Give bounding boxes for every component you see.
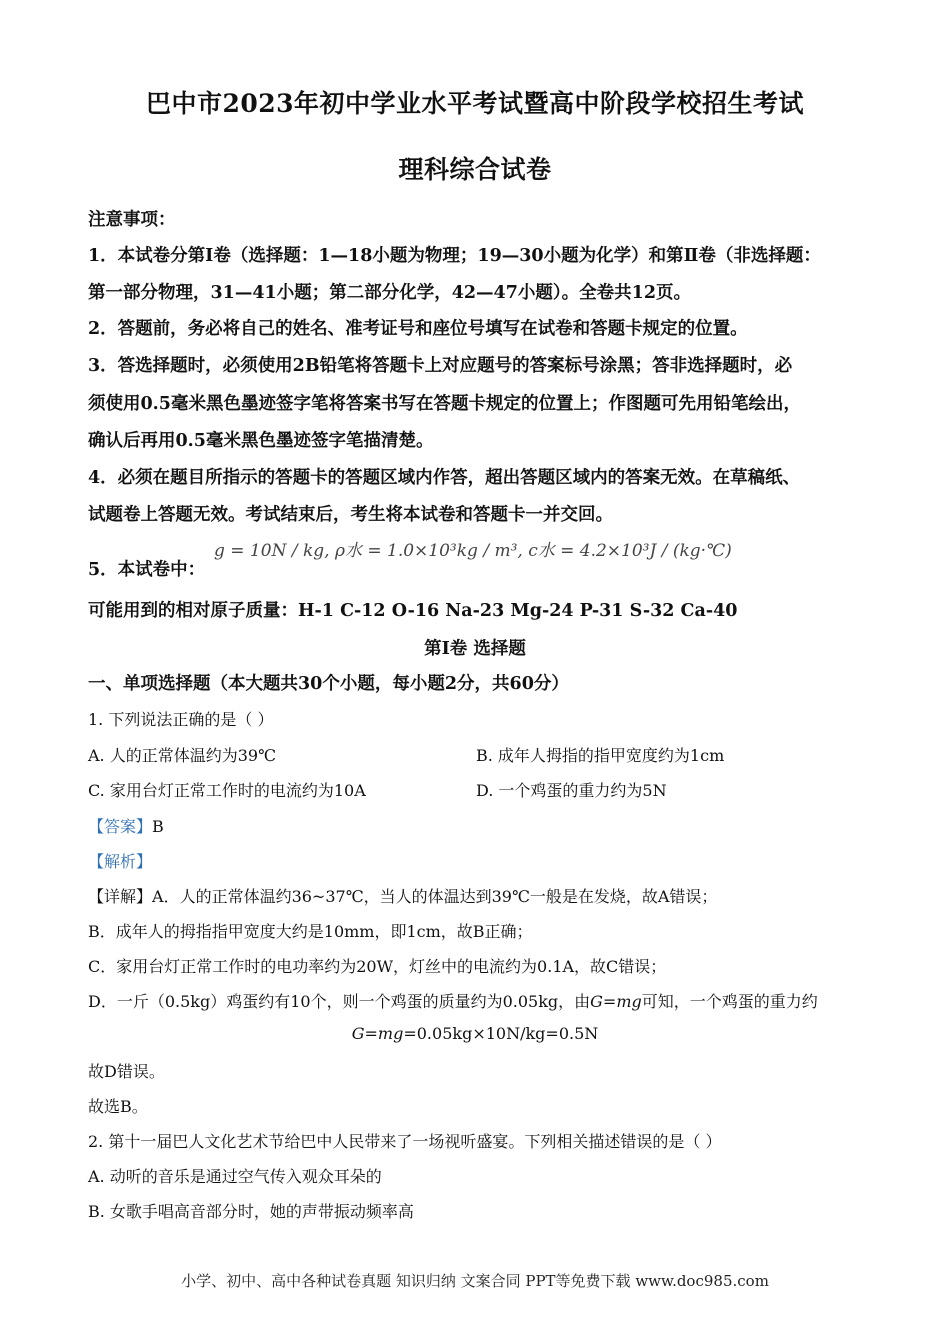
notice-heading: 注意事项：	[88, 210, 176, 230]
notice-item-3c: 确认后再用0.5毫米黑色墨迹签字笔描清楚。	[88, 431, 434, 451]
atomic-mass-line: 可能用到的相对原子质量：H-1 C-12 O-16 Na-23 Mg-24 P-31 S-32 Ca-40	[88, 601, 738, 621]
detail-a-text: A．人的正常体温约36~37℃，当人的体温达到39℃一般是在发烧，故A错误；	[152, 887, 718, 906]
section-heading: 一、单项选择题（本大题共30个小题，每小题2分，共60分）	[88, 674, 569, 694]
notice-item-5: 5．本试卷中：	[88, 560, 206, 580]
notice-item-4a: 4．必须在题目所指示的答题卡的答题区域内作答，超出答题区域内的答案无效。在草稿纸、	[88, 468, 801, 488]
page-title: 巴中市2023年初中学业水平考试暨高中阶段学校招生考试	[145, 89, 805, 118]
detail-d-post: 可知，一个鸡蛋的重力约	[641, 992, 818, 1011]
calc-var: G=mg	[351, 1024, 404, 1043]
notice-item-3a: 3．答选择题时，必须使用2B铅笔将答题卡上对应题号的答案标号涂黑；答非选择题时，必	[88, 356, 793, 376]
q1-d-wrong: 故D错误。	[88, 1062, 165, 1081]
page-footer: 小学、初中、高中各种试卷真题 知识归纳 文案合同 PPT等免费下载 www.doc985.com	[181, 1272, 769, 1290]
q1-option-d: D. 一个鸡蛋的重力约为5N	[476, 781, 667, 800]
q1-option-a: A. 人的正常体温约为39℃	[88, 746, 276, 765]
q1-calculation	[0, 1024, 950, 1043]
notice-item-1a: 1．本试卷分第Ⅰ卷（选择题：1—18小题为物理；19—30小题为化学）和第Ⅱ卷（非选择题：	[88, 246, 821, 266]
calc-rest: =0.05kg×10N/kg=0.5N	[403, 1024, 599, 1043]
q1-detail-c: C．家用台灯正常工作时的电功率约为20W，灯丝中的电流约为0.1A，故C错误；	[88, 957, 667, 976]
constants-formula: g = 10N / kg, ρ水 = 1.0×10³kg / m³, c水 = 4.2×10³J / (kg·℃)	[214, 541, 732, 561]
q1-detail-b: B．成年人的拇指指甲宽度大约是10mm，即1cm，故B正确；	[88, 922, 533, 941]
q1-option-c: C. 家用台灯正常工作时的电流约为10A	[88, 781, 366, 800]
answer-tag: 【答案】	[88, 817, 153, 836]
q2-option-a: A. 动听的音乐是通过空气传入观众耳朵的	[88, 1167, 382, 1186]
detail-d-pre: D．一斤（0.5kg）鸡蛋约有10个，则一个鸡蛋的质量约为0.05kg，由	[88, 992, 591, 1011]
notice-item-1b: 第一部分物理，31—41小题；第二部分化学，42—47小题）。全卷共12页。	[88, 283, 692, 303]
q1-choose: 故选B。	[88, 1097, 148, 1116]
q1-answer	[88, 814, 164, 837]
answer-value: B	[152, 817, 164, 836]
page-subtitle: 理科综合试卷	[398, 155, 552, 184]
q1-stem: 1. 下列说法正确的是（ ）	[88, 710, 274, 729]
q1-option-b: B. 成年人拇指的指甲宽度约为1cm	[476, 746, 725, 765]
analysis-tag: 【解析】	[88, 852, 153, 871]
notice-item-3b: 须使用0.5毫米黑色墨迹签字笔将答案书写在答题卡规定的位置上；作图题可先用铅笔绘出，	[88, 394, 801, 414]
part-title: 第Ⅰ卷 选择题	[424, 639, 526, 659]
q1-detail-a	[88, 884, 717, 907]
notice-item-2: 2．答题前，务必将自己的姓名、准考证号和座位号填写在试卷和答题卡规定的位置。	[88, 319, 748, 339]
q2-option-b: B. 女歌手唱高音部分时，她的声带振动频率高	[88, 1202, 414, 1221]
q1-detail-d	[88, 989, 818, 1012]
detail-tag: 【详解】	[88, 887, 153, 906]
detail-d-formula: G=mg	[590, 992, 642, 1011]
notice-item-4b: 试题卷上答题无效。考试结束后，考生将本试卷和答题卡一并交回。	[88, 505, 613, 525]
q2-stem: 2. 第十一届巴人文化艺术节给巴中人民带来了一场视听盛宴。下列相关描述错误的是（ ）	[88, 1132, 722, 1151]
